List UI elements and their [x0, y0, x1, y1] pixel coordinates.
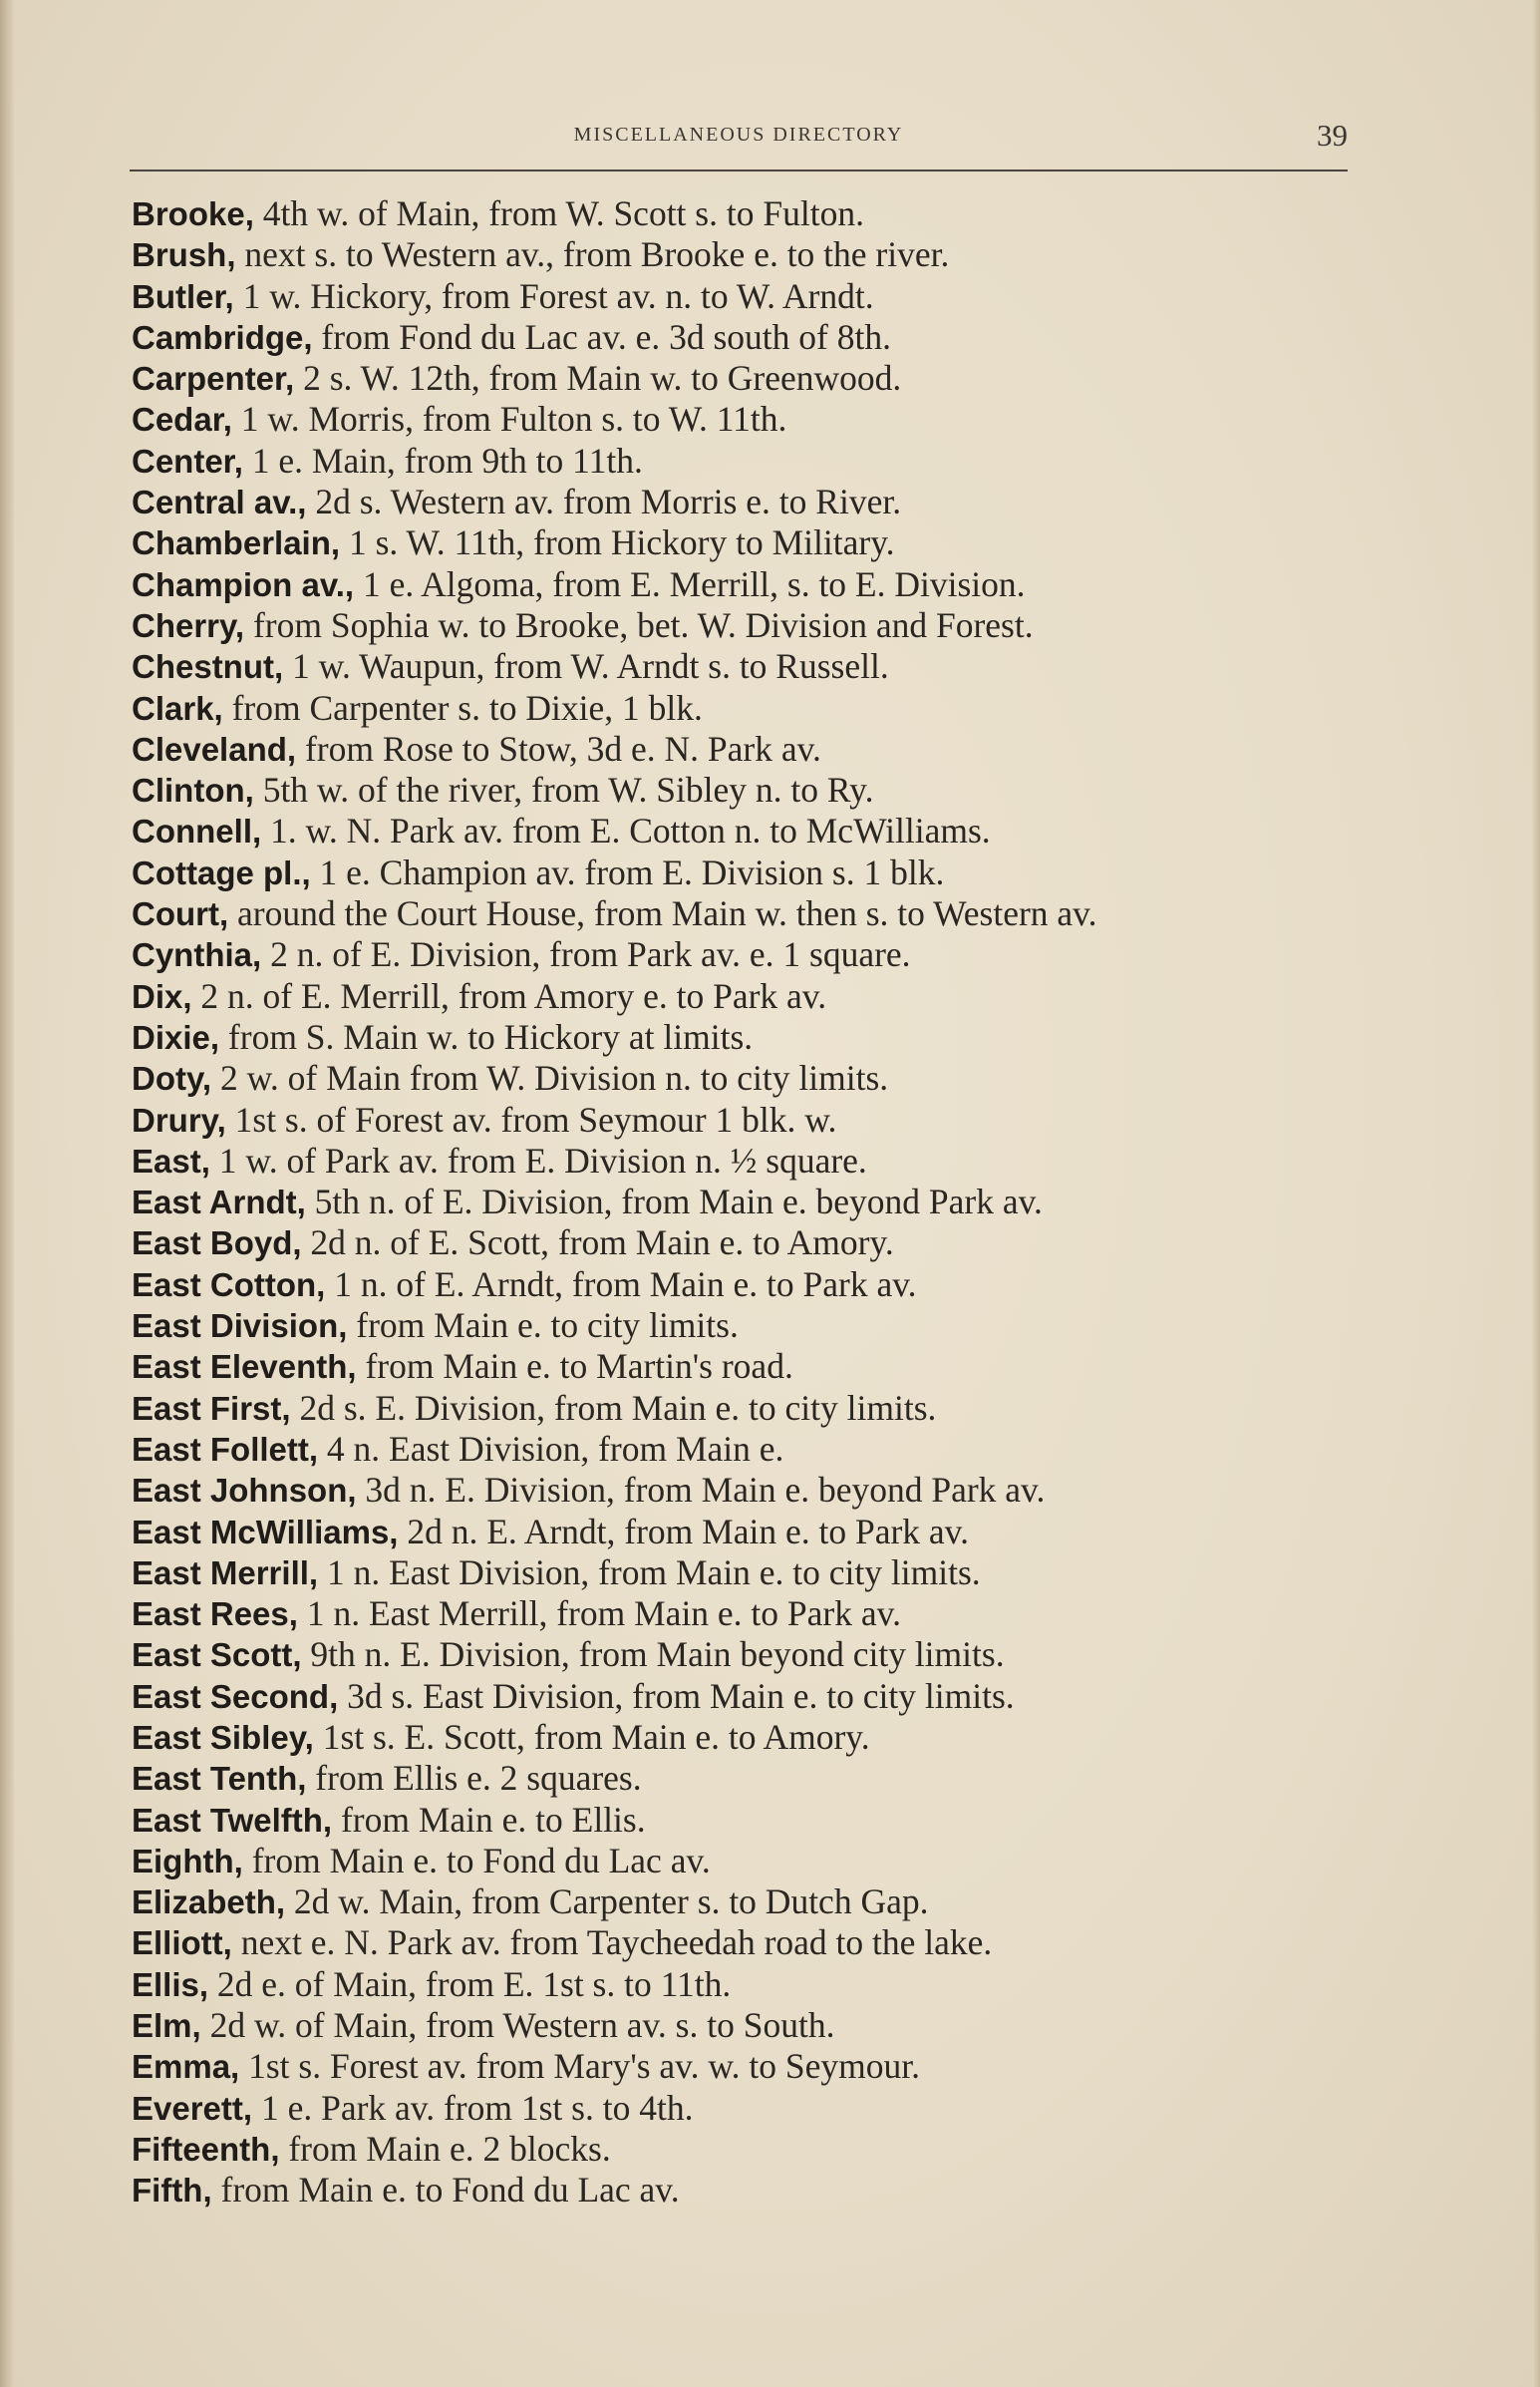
street-description: 2 s. W. 12th, from Main w. to Greenwood. [294, 358, 902, 399]
street-name: East McWilliams, [132, 1513, 399, 1550]
directory-entry [132, 1841, 1368, 1881]
directory-entry [132, 688, 1368, 729]
street-name: Butler, [132, 277, 234, 315]
street-name: East Arndt, [132, 1184, 306, 1221]
street-description: 1 w. Morris, from Fulton s. to W. 11th. [231, 399, 787, 440]
street-name: East Rees, [132, 1595, 298, 1633]
street-description: from Main e. 2 blocks. [279, 2128, 611, 2169]
directory-entry [132, 1058, 1368, 1099]
directory-entry [132, 276, 1368, 317]
directory-entry [132, 770, 1368, 811]
street-name: Elliott, [132, 1924, 232, 1962]
running-header [130, 118, 1348, 170]
directory-entry [132, 1922, 1368, 1963]
directory-entry [132, 1305, 1368, 1346]
street-description: 5th w. of the river, from W. Sibley n. to Ry. [253, 770, 874, 811]
directory-entry [132, 934, 1368, 975]
directory-entry [132, 1758, 1368, 1799]
street-name: Eighth, [132, 1842, 243, 1879]
street-name: East Johnson, [132, 1472, 357, 1510]
street-description: 1 s. W. 11th, from Hickory to Military. [340, 522, 895, 563]
directory-entry [132, 441, 1368, 482]
directory-entry [132, 317, 1368, 358]
directory-entry [132, 2005, 1368, 2046]
directory-entry [132, 1634, 1368, 1675]
street-name: Drury, [132, 1101, 226, 1139]
street-name: Ellis, [132, 1965, 209, 2003]
street-name: Brooke, [132, 195, 254, 232]
street-description: 1 e. Champion av. from E. Division s. 1 blk. [310, 852, 945, 892]
street-description: 2d n. E. Arndt, from Main e. to Park av. [398, 1511, 969, 1551]
street-description: 1 e. Main, from 9th to 11th. [242, 440, 643, 481]
street-name: East Sibley, [132, 1718, 314, 1756]
directory-entry [132, 234, 1368, 275]
street-description: from Carpenter s. to Dixie, 1 blk. [222, 687, 703, 728]
street-description: 1 w. Hickory, from Forest av. n. to W. Arndt. [233, 275, 874, 316]
street-description: 1. w. N. Park av. from E. Cotton n. to McWilliams. [261, 811, 991, 852]
street-name: Cynthia, [132, 936, 262, 974]
street-name: Cedar, [132, 401, 232, 439]
street-description: 1 w. of Park av. from E. Division n. ½ square. [209, 1140, 867, 1181]
street-description: 2 w. of Main from W. Division n. to city limits. [211, 1058, 889, 1099]
street-name: Central av., [132, 484, 307, 521]
directory-entry [132, 1800, 1368, 1841]
street-name: Everett, [132, 2089, 253, 2127]
street-description: 2 n. of E. Merrill, from Amory e. to Park av. [191, 975, 827, 1016]
directory-entry [132, 1552, 1368, 1593]
street-name: Dixie, [132, 1018, 220, 1056]
header-title: MISCELLANEOUS DIRECTORY [573, 124, 904, 146]
street-name: Dix, [132, 977, 192, 1015]
street-description: 2d s. E. Division, from Main e. to city limits. [290, 1387, 937, 1428]
street-description: 3d s. East Division, from Main e. to city limits. [338, 1675, 1015, 1716]
directory-entry [132, 1964, 1368, 2005]
street-name: Brush, [132, 236, 236, 274]
street-name: Center, [132, 442, 243, 480]
directory-entry [132, 522, 1368, 563]
street-description: from Main e. to Fond du Lac av. [211, 2170, 680, 2211]
street-name: Doty, [132, 1060, 212, 1098]
street-description: from Main e. to Ellis. [332, 1799, 646, 1840]
street-name: Cleveland, [132, 730, 297, 768]
street-name: East Cotton, [132, 1265, 326, 1303]
street-description: from Sophia w. to Brooke, bet. W. Division and Forest. [244, 604, 1034, 645]
directory-entry [132, 1182, 1368, 1222]
street-description: 1st s. E. Scott, from Main e. to Amory. [313, 1716, 870, 1757]
directory-entry [132, 1388, 1368, 1429]
street-description: 1st s. Forest av. from Mary's av. w. to Seymour. [239, 2046, 921, 2087]
street-description: 2d s. Western av. from Morris e. to River. [306, 482, 902, 522]
street-description: 1 e. Algoma, from E. Merrill, s. to E. Division. [354, 563, 1026, 604]
street-description: around the Court House, from Main w. then s. to Western av. [228, 893, 1097, 934]
street-name: East Division, [132, 1307, 348, 1345]
street-name: Fifth, [132, 2172, 212, 2210]
street-name: East Tenth, [132, 1760, 307, 1798]
street-name: East Merrill, [132, 1553, 319, 1591]
directory-entry [132, 358, 1368, 399]
directory-entry [132, 976, 1368, 1017]
directory-entry [132, 1222, 1368, 1263]
street-description: 2d n. of E. Scott, from Main e. to Amory. [301, 1222, 894, 1263]
street-description: 4th w. of Main, from W. Scott s. to Fulton. [253, 193, 864, 233]
street-name: Connell, [132, 813, 262, 851]
street-name: Cottage pl., [132, 853, 311, 891]
street-description: from Rose to Stow, 3d e. N. Park av. [296, 728, 821, 769]
street-name: Cherry, [132, 606, 245, 644]
street-name: Champion av., [132, 565, 355, 603]
street-description: from Main e. to Martin's road. [356, 1346, 793, 1387]
street-description: next e. N. Park av. from Taycheedah road to the lake. [231, 1922, 993, 1963]
street-name: Emma, [132, 2048, 240, 2086]
directory-entry [132, 1881, 1368, 1922]
directory-entry [132, 1512, 1368, 1552]
street-name: East Follett, [132, 1430, 319, 1468]
directory-entry [132, 1593, 1368, 1634]
street-name: Carpenter, [132, 360, 295, 398]
directory-entry [132, 893, 1368, 934]
directory-entry [132, 1470, 1368, 1511]
street-description: 1 e. Park av. from 1st s. to 4th. [252, 2087, 694, 2128]
street-description: 4 n. East Division, from Main e. [318, 1428, 784, 1469]
street-name: Fifteenth, [132, 2130, 280, 2168]
street-description: 2 n. of E. Division, from Park av. e. 1 square. [261, 934, 911, 975]
directory-entry [132, 1141, 1368, 1182]
directory-entry [132, 1429, 1368, 1470]
street-description: next s. to Western av., from Brooke e. to the river. [235, 234, 950, 275]
street-description: from Main e. to Fond du Lac av. [242, 1840, 711, 1880]
directory-entry [132, 2129, 1368, 2170]
street-name: Elm, [132, 2007, 201, 2045]
street-description: 5th n. of E. Division, from Main e. beyond Park av. [305, 1182, 1043, 1222]
directory-entry [132, 564, 1368, 605]
page-edge-shadow [1532, 0, 1540, 2387]
street-name: Cambridge, [132, 318, 313, 356]
street-name: Chamberlain, [132, 524, 341, 562]
street-name: East Scott, [132, 1636, 302, 1674]
street-name: Chestnut, [132, 648, 284, 686]
street-description: 2d w. of Main, from Western av. s. to South. [200, 2005, 835, 2046]
directory-entry [132, 646, 1368, 687]
street-description: 3d n. E. Division, from Main e. beyond Park av. [356, 1470, 1046, 1511]
directory-entry [132, 482, 1368, 522]
street-description: from Ellis e. 2 squares. [306, 1758, 642, 1799]
directory-entry [132, 1264, 1368, 1305]
street-name: Court, [132, 895, 229, 933]
directory-entry [132, 1717, 1368, 1758]
street-description: 1 n. East Division, from Main e. to city limits. [318, 1551, 981, 1592]
directory-entry [132, 399, 1368, 440]
street-name: Clinton, [132, 772, 254, 810]
street-name: Clark, [132, 689, 223, 727]
street-name: East Eleventh, [132, 1348, 357, 1386]
directory-entry [132, 1346, 1368, 1387]
directory-entry [132, 811, 1368, 852]
directory-entry [132, 729, 1368, 770]
street-description: 1 w. Waupun, from W. Arndt s. to Russell. [283, 646, 889, 687]
directory-entry [132, 605, 1368, 646]
street-description: 1 n. East Merrill, from Main e. to Park av. [297, 1593, 901, 1634]
directory-entry [132, 852, 1368, 893]
street-description: 1 n. of E. Arndt, from Main e. to Park av. [325, 1263, 917, 1304]
street-description: from S. Main w. to Hickory at limits. [219, 1016, 754, 1057]
street-name: East, [132, 1142, 210, 1180]
directory-entry [132, 2170, 1368, 2211]
directory-entry [132, 1017, 1368, 1058]
page-number: 39 [1317, 118, 1348, 153]
directory-entry [132, 1676, 1368, 1717]
directory-entry [132, 1100, 1368, 1141]
street-description: 9th n. E. Division, from Main beyond city limits. [301, 1634, 1005, 1675]
header-rule [130, 170, 1348, 171]
street-name: Elizabeth, [132, 1883, 286, 1921]
street-name: East Boyd, [132, 1224, 302, 1262]
street-name: East First, [132, 1389, 291, 1427]
street-name: East Twelfth, [132, 1801, 333, 1839]
street-description: 2d e. of Main, from E. 1st s. to 11th. [208, 1963, 732, 2004]
directory-entry [132, 193, 1368, 234]
directory-entry [132, 2088, 1368, 2129]
street-description: from Main e. to city limits. [347, 1305, 739, 1346]
street-description: 1st s. of Forest av. from Seymour 1 blk. w. [225, 1099, 837, 1140]
directory-entry [132, 2046, 1368, 2087]
street-directory-list [132, 193, 1368, 2212]
street-description: from Fond du Lac av. e. 3d south of 8th. [312, 316, 891, 357]
street-description: 2d w. Main, from Carpenter s. to Dutch Gap. [285, 1881, 929, 1922]
page-spine-shadow [0, 0, 14, 2387]
street-name: East Second, [132, 1677, 339, 1715]
